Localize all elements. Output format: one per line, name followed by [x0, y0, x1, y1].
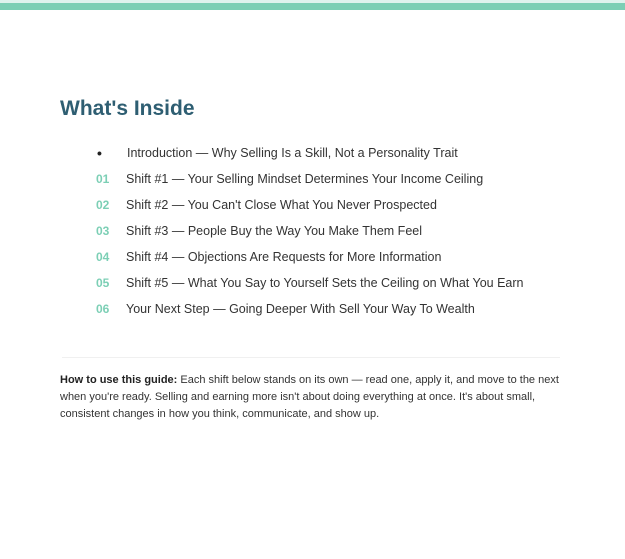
toc-item-shift-4	[96, 244, 523, 270]
bullet-marker: •	[97, 145, 102, 161]
toc-item-number: 05	[96, 276, 110, 290]
toc-item-number: 01	[96, 172, 110, 186]
toc-item-number: 04	[96, 250, 110, 264]
toc-item-label: Shift #1 — Your Selling Mindset Determines Your Income Ceiling	[126, 172, 484, 186]
toc-item-next-step	[96, 296, 523, 322]
toc-item-shift-3	[96, 218, 523, 244]
top-accent-bar	[0, 3, 625, 10]
toc-item-introduction	[96, 140, 523, 166]
toc-item-label: Shift #3 — People Buy the Way You Make Them Feel	[126, 224, 422, 238]
toc-item-label: Shift #5 — What You Say to Yourself Sets the Ceiling on What You Earn	[126, 276, 524, 290]
toc-item-label: Your Next Step — Going Deeper With Sell Your Way To Wealth	[126, 302, 475, 316]
toc-item-number: 02	[96, 198, 110, 212]
toc-item-shift-5	[96, 270, 523, 296]
guide-text: Each shift below stands on its own — read one, apply it, and move to the next when you're ready. Selling and earning more isn't about doing everything at once. It's about small, consistent changes in how you think, communicate, and show up.	[60, 374, 559, 420]
toc-item-label: Introduction — Why Selling Is a Skill, Not a Personality Trait	[127, 146, 458, 160]
toc-item-shift-2	[96, 192, 523, 218]
section-divider	[62, 357, 560, 358]
section-heading: What's Inside	[60, 97, 195, 120]
table-of-contents	[96, 140, 523, 322]
toc-item-number: 06	[96, 302, 110, 316]
toc-item-shift-1	[96, 166, 523, 192]
toc-item-label: Shift #4 — Objections Are Requests for More Information	[126, 250, 442, 264]
toc-item-number: 03	[96, 224, 110, 238]
guide-paragraph	[60, 372, 580, 423]
guide-label: How to use this guide:	[60, 374, 178, 386]
toc-item-label: Shift #2 — You Can't Close What You Never Prospected	[126, 198, 437, 212]
